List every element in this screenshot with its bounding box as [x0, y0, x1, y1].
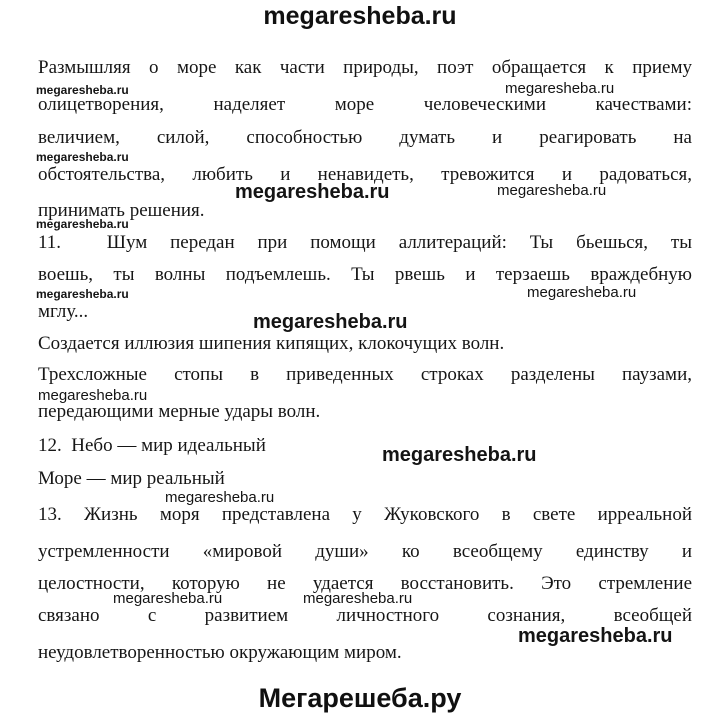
watermark: megaresheba.ru	[113, 590, 223, 607]
text-line: целостности, которую не удается восстановить. Это стремление	[38, 573, 692, 594]
text-line: Трехсложные стопы в приведенных строках разделены паузами,	[38, 364, 692, 385]
watermark: megaresheba.ru	[36, 217, 129, 231]
text-line: Размышляя о море как части природы, поэт обращается к приему	[38, 57, 692, 78]
watermark: megaresheba.ru	[253, 311, 408, 333]
text-line: величием, силой, способностью думать и реагировать на	[38, 127, 692, 148]
text-line: Создается иллюзия шипения кипящих, клокочущих волн.	[38, 333, 505, 354]
watermark: megaresheba.ru	[505, 80, 615, 97]
text-line: устремленности «мировой души» ко всеобщему единству и	[38, 541, 692, 562]
watermark: megaresheba.ru	[36, 150, 129, 164]
watermark: megaresheba.ru	[518, 625, 673, 647]
watermark: megaresheba.ru	[36, 287, 129, 301]
header-watermark: megaresheba.ru	[263, 2, 457, 30]
watermark: megaresheba.ru	[527, 284, 637, 301]
watermark: megaresheba.ru	[303, 590, 413, 607]
text-line: передающими мерные удары волн.	[38, 401, 321, 422]
watermark: megaresheba.ru	[497, 182, 607, 199]
text-line: олицетворения, наделяет море человеческими качествами:	[38, 94, 692, 115]
watermark: megaresheba.ru	[382, 444, 537, 466]
text-line: 13. Жизнь моря представлена у Жуковского в свете ирреальной	[38, 504, 692, 525]
watermark: megaresheba.ru	[165, 489, 275, 506]
text-line: 12. Небо — мир идеальный	[38, 435, 266, 456]
text-line: связано с развитием личностного сознания, всеобщей	[38, 605, 692, 626]
text-line: мглу...	[38, 301, 89, 322]
footer-brand: Мегарешеба.ру	[258, 683, 462, 713]
watermark: megaresheba.ru	[38, 387, 148, 404]
text-line: воешь, ты волны подъемлешь. Ты рвешь и терзаешь враждебную	[38, 264, 692, 285]
watermark: megaresheba.ru	[36, 83, 129, 97]
text-line: принимать решения.	[38, 200, 205, 221]
text-line: 11. Шум передан при помощи аллитераций: Ты бьешься, ты	[38, 232, 692, 253]
text-line: Море — мир реальный	[38, 468, 225, 489]
watermark: megaresheba.ru	[235, 181, 390, 203]
text-line: обстоятельства, любить и ненавидеть, тревожится и радоваться,	[38, 164, 692, 185]
text-line: неудовлетворенностью окружающим миром.	[38, 642, 402, 663]
